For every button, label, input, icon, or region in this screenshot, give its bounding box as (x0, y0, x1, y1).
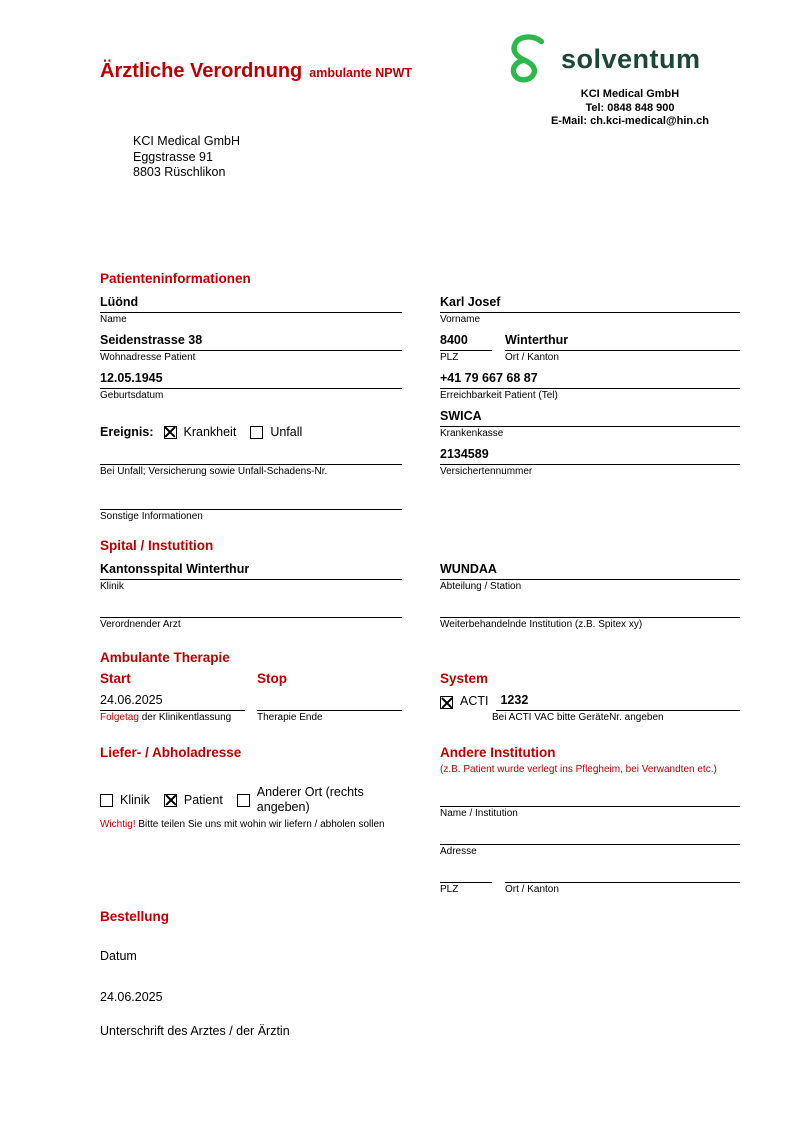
plz-ort-group (440, 333, 740, 371)
field-krankenkasse (440, 409, 740, 440)
weiterbehandelnde-value[interactable] (440, 600, 740, 618)
contact-phone: Tel: 0848 848 900 (585, 101, 675, 114)
abteilung-value[interactable]: WUNDAA (440, 562, 740, 580)
unterschrift-label: Unterschrift des Arztes / der Ärztin (100, 1024, 290, 1038)
checkbox-patient[interactable] (164, 794, 177, 807)
field-andere-name (440, 782, 740, 820)
checkbox-unfall[interactable] (250, 426, 263, 439)
geburtsdatum-label: Geburtsdatum (100, 390, 164, 401)
system-hint: Bei ACTI VAC bitte GeräteNr. angeben (492, 712, 664, 723)
field-klinik (100, 562, 402, 593)
vorname-value[interactable]: Karl Josef (440, 295, 740, 313)
field-unfall-nr (100, 447, 402, 478)
klinik-label: Klinik (100, 581, 124, 592)
geraetenr-value[interactable]: 1232 (496, 693, 740, 711)
stop-column (257, 671, 402, 731)
therapie-start-label (100, 711, 245, 724)
plz-value[interactable]: 8400 (440, 333, 492, 351)
verordnender-arzt-label: Verordnender Arzt (100, 619, 181, 630)
sonstige-value[interactable] (100, 485, 402, 510)
andere-institution-block (440, 745, 740, 903)
andere-adresse-label: Adresse (440, 846, 477, 857)
name-label: Name (100, 314, 127, 325)
checkbox-unfall-label: Unfall (270, 424, 303, 439)
sender-city: 8803 Rüschlikon (133, 165, 226, 179)
system-row (440, 693, 740, 711)
checkbox-acti[interactable] (440, 696, 453, 709)
therapie-block (100, 650, 402, 731)
wohnadresse-value[interactable]: Seidenstrasse 38 (100, 333, 402, 351)
solventum-logo-icon (503, 33, 553, 85)
section-heading-andere: Andere Institution (440, 745, 556, 760)
therapie-stop-label: Therapie Ende (257, 712, 323, 723)
sender-address-block (133, 134, 240, 181)
brand-wordmark: solventum (561, 43, 701, 74)
sender-company: KCI Medical GmbH (133, 134, 240, 148)
ereignis-row (100, 417, 402, 447)
liefer-note-red: Wichtig! (100, 819, 136, 830)
andere-ort-value[interactable] (505, 865, 740, 883)
checkbox-anderer-ort-label: Anderer Ort (rechts angeben) (256, 785, 364, 814)
bestellung-datum-value[interactable]: 24.06.2025 (100, 990, 163, 1004)
therapie-start-value[interactable]: 24.06.2025 (100, 693, 245, 711)
versichertennummer-value[interactable]: 2134589 (440, 447, 740, 465)
therapie-start-label-rest: der Klinikentlassung (138, 712, 232, 723)
checkbox-klinik[interactable] (100, 794, 113, 807)
bestellung-datum-label: Datum (100, 949, 137, 963)
patient-row-6 (100, 485, 740, 530)
field-ort (505, 333, 740, 364)
checkbox-anderer-ort[interactable] (237, 794, 250, 807)
ort-label: Ort / Kanton (505, 352, 559, 363)
field-therapie-start (100, 693, 245, 724)
geburtsdatum-value[interactable]: 12.05.1945 (100, 371, 402, 389)
andere-plz-value[interactable] (440, 865, 492, 883)
unfall-nr-value[interactable] (100, 447, 402, 465)
therapie-start-label-red: Folgetag (100, 712, 139, 723)
andere-name-value[interactable] (440, 782, 740, 807)
liefer-note (100, 819, 402, 831)
ereignis-label: Ereignis: (100, 424, 154, 439)
field-versichertennummer (440, 447, 740, 478)
field-andere-adresse (440, 827, 740, 858)
klinik-value[interactable]: Kantonsspital Winterthur (100, 562, 402, 580)
therapie-stop-value[interactable] (257, 693, 402, 711)
patient-row-5 (100, 447, 740, 485)
liefer-andere-row (100, 745, 740, 903)
brand-logo (503, 33, 701, 85)
system-option-label: ACTI (460, 694, 489, 708)
contact-email: E-Mail: ch.kci-medical@hin.ch (550, 115, 710, 127)
weiterbehandelnde-label: Weiterbehandelnde Institution (z.B. Spitex xy) (440, 619, 643, 630)
form-title: Ärztliche Verordnung (100, 60, 303, 82)
verordnender-arzt-value[interactable] (100, 600, 402, 618)
patient-row-3 (100, 371, 740, 409)
patient-row-1 (100, 295, 740, 333)
section-heading-spital: Spital / Instutition (100, 538, 214, 553)
start-column (100, 671, 245, 731)
name-value[interactable]: Lüönd (100, 295, 402, 313)
andere-subnote: (z.B. Patient wurde verlegt ins Pflegheim, bei Verwandten etc.) (440, 764, 717, 775)
patient-row-4 (100, 409, 740, 447)
field-therapie-stop (257, 693, 402, 724)
liefer-block (100, 745, 402, 903)
section-heading-bestellung: Bestellung (100, 909, 170, 924)
field-sonstige (100, 485, 402, 523)
section-heading-therapie: Ambulante Therapie (100, 650, 230, 665)
section-heading-patient: Patienteninformationen (100, 271, 251, 286)
telefon-label: Erreichbarkeit Patient (Tel) (440, 390, 558, 401)
krankenkasse-value[interactable]: SWICA (440, 409, 740, 427)
andere-plz-ort-group (440, 865, 740, 903)
patient-row-2 (100, 333, 740, 371)
stop-heading: Stop (257, 671, 287, 686)
start-heading: Start (100, 671, 131, 686)
field-vorname (440, 295, 740, 326)
field-weiterbehandelnde (440, 600, 740, 631)
telefon-value[interactable]: +41 79 667 68 87 (440, 371, 740, 389)
section-heading-system: System (440, 671, 489, 686)
andere-ort-label: Ort / Kanton (505, 884, 559, 895)
field-plz (440, 333, 492, 364)
checkbox-krankheit-label: Krankheit (183, 424, 237, 439)
contact-company: KCI Medical GmbH (580, 88, 680, 100)
form-title-block (100, 60, 412, 83)
checkbox-patient-label: Patient (183, 792, 223, 807)
system-block (440, 650, 740, 731)
therapie-system-row (100, 650, 740, 731)
andere-name-label: Name / Institution (440, 808, 518, 819)
company-contact-block (480, 88, 780, 129)
form-body (100, 271, 740, 1039)
unfall-nr-label: Bei Unfall; Versicherung sowie Unfall-Schadens-Nr. (100, 466, 328, 477)
versichertennummer-label: Versichertennummer (440, 466, 533, 477)
field-wohnadresse (100, 333, 402, 364)
liefer-options-row (100, 785, 402, 815)
plz-label: PLZ (440, 352, 459, 363)
checkbox-krankheit[interactable] (164, 426, 177, 439)
field-telefon (440, 371, 740, 402)
field-andere-ort (505, 865, 740, 896)
krankenkasse-label: Krankenkasse (440, 428, 504, 439)
spital-row-1 (100, 562, 740, 600)
field-geburtsdatum (100, 371, 402, 402)
checkbox-klinik-label: Klinik (120, 792, 150, 807)
form-subtitle: ambulante NPWT (309, 66, 413, 80)
sender-street: Eggstrasse 91 (133, 149, 213, 164)
ort-value[interactable]: Winterthur (505, 333, 740, 351)
sonstige-label: Sonstige Informationen (100, 511, 203, 522)
abteilung-label: Abteilung / Station (440, 581, 522, 592)
liefer-note-rest: Bitte teilen Sie uns mit wohin wir liefern / abholen sollen (135, 819, 385, 830)
field-name (100, 295, 402, 326)
field-andere-plz (440, 865, 492, 896)
start-stop-row (100, 671, 402, 731)
field-verordnender-arzt (100, 600, 402, 631)
wohnadresse-label: Wohnadresse Patient (100, 352, 196, 363)
andere-plz-label: PLZ (440, 884, 459, 895)
andere-adresse-value[interactable] (440, 827, 740, 845)
section-heading-liefer: Liefer- / Abholadresse (100, 745, 242, 760)
vorname-label: Vorname (440, 314, 481, 325)
field-abteilung (440, 562, 740, 593)
spital-row-2 (100, 600, 740, 638)
